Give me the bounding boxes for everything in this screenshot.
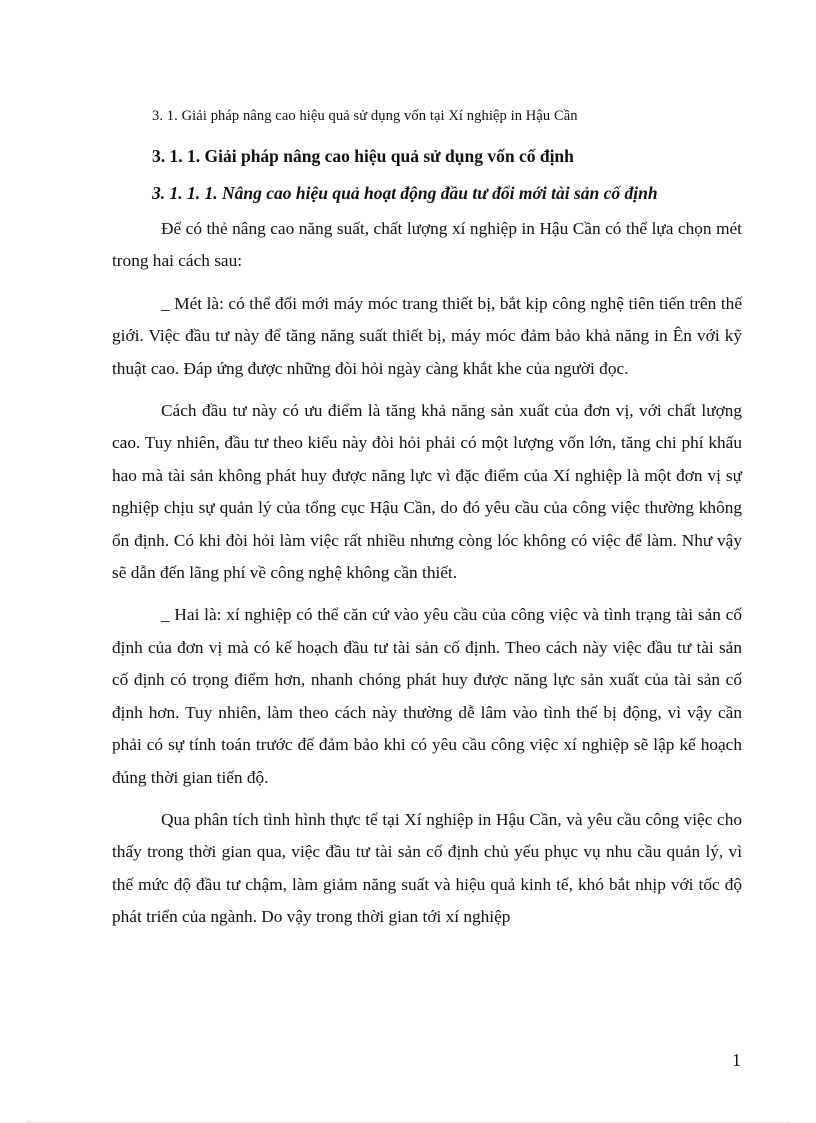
paragraph-conclusion: Qua phân tích tình hình thực tế tại Xí nghiệp in Hậu Cần, và yêu cầu công việc cho thấy trong thời gian qua, việc đầu tư tài sản cố định chủ yếu phục vụ nhu cầu quản lý, vì thế mức độ đầu tư chậm, làm giảm năng suất và hiệu quả kinh tế, khó bắt nhịp với tốc độ phát triển của ngành. Do vậy trong thời gian tới xí nghiệp xyxy=(112,809,742,927)
page-content xyxy=(112,106,742,934)
paragraph-option-one-analysis: Cách đầu tư này có ưu điểm là tăng khả năng sản xuất của đơn vị, với chất lượng cao. Tuy nhiên, đầu tư theo kiểu này đòi hỏi phải có một lượng vốn lớn, tăng chi phí khấu hao mà tài sản không phát huy được năng lực vì đặc điểm của Xí nghiệp là một đơn vị sự nghiệp chịu sự quản lý của tổng cục Hậu Cần, do đó yêu cầu của công việc thường không ổn định. Có khi đòi hỏi làm việc rất nhiều nhưng còng lóc không có việc để làm. Như vậy sẽ dẫn đến lãng phí về công nghệ không cần thiết. xyxy=(112,401,742,583)
subsection-heading: 3. 1. 1. Giải pháp nâng cao hiệu quả sử dụng vốn cố định xyxy=(152,146,574,166)
paragraph-intro: Để có thẻ nâng cao năng suất, chất lượng xí nghiệp in Hậu Cần có thể lựa chọn mét trong hai cách sau: xyxy=(112,219,742,271)
section-heading: 3. 1. Giải pháp nâng cao hiệu quả sử dụng vốn tại Xí nghiệp in Hậu Cần xyxy=(152,108,578,124)
subsubsection-heading: 3. 1. 1. 1. Nâng cao hiệu quả hoạt động đầu tư đổi mới tài sản cố định xyxy=(152,183,658,203)
page-number: 1 xyxy=(732,1050,741,1070)
paragraph-option-two: _ Hai là: xí nghiệp có thể căn cứ vào yêu cầu của công việc và tình trạng tài sản cố định của đơn vị mà có kế hoạch đầu tư tài sản cố định. Theo cách này việc đầu tư tài sản cố định có trọng điểm hơn, nhanh chóng phát huy được năng lực sản xuất của tài sản cố định hơn. Tuy nhiên, làm theo cách này thường dễ lâm vào tình thế bị động, vì vậy cần phải có sự tính toán trước để đảm bảo khi có yêu cầu công việc xí nghiệp sẽ lập kế hoạch đúng thời gian tiến độ. xyxy=(112,605,742,787)
paragraph-option-one: _ Mét là: có thể đổi mới máy móc trang thiết bị, bắt kịp công nghệ tiên tiến trên thế giới. Việc đầu tư này để tăng năng suất thiết bị, máy móc đảm bảo khả năng in Ên với kỹ thuật cao. Đáp ứng được những đòi hỏi ngày càng khắt khe của người đọc. xyxy=(112,293,742,378)
